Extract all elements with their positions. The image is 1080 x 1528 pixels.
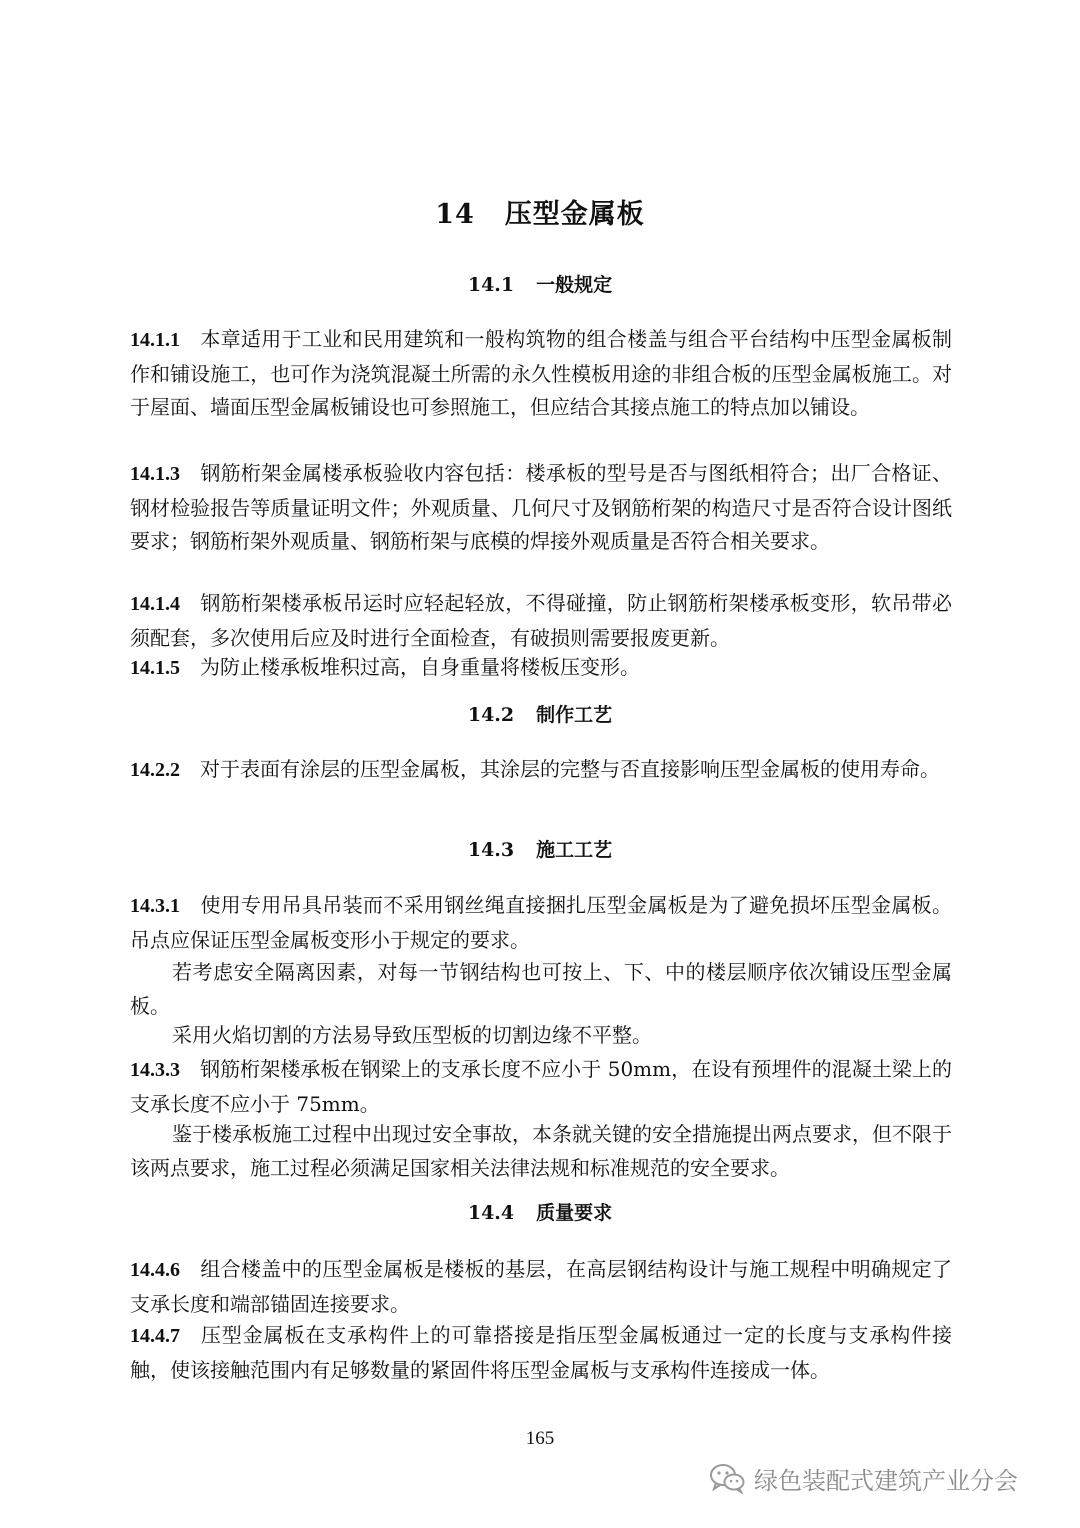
clause-14-3-1-para-3: 采用火焰切割的方法易导致压型板的切割边缘不平整。 <box>172 1023 652 1047</box>
chapter-number: 14 <box>435 199 475 230</box>
clause-14-3-1-para-2: 若考虑安全隔离因素，对每一节钢结构也可按上、下、中的楼层顺序依次铺设压型金属板。 <box>130 960 952 1018</box>
section-title-text: 质量要求 <box>536 1202 613 1224</box>
watermark-text: 绿色装配式建筑产业分会 <box>754 1466 1018 1495</box>
clause-text: 对于表面有涂层的压型金属板，其涂层的完整与否直接影响压型金属板的使用寿命。 <box>200 757 940 781</box>
section-number: 14.2 <box>467 704 515 726</box>
section-number: 14.1 <box>467 274 515 296</box>
clause-number: 14.1.4 <box>130 593 180 615</box>
clause-number: 14.4.6 <box>130 1259 180 1281</box>
section-title-14-1 <box>0 270 1080 297</box>
clause-14-4-7 <box>130 1319 952 1387</box>
section-title-text: 一般规定 <box>536 274 613 296</box>
clause-text: 钢筋桁架金属楼承板验收内容包括：楼承板的型号是否与图纸相符合；出厂合格证、钢材检验报告等质量证明文件；外观质量、几何尺寸及钢筋桁架的构造尺寸是否符合设计图纸要求；钢筋桁架外观质量、钢筋桁架与底模的焊接外观质量是否符合相关要求。 <box>130 461 952 553</box>
section-title-14-2 <box>0 700 1080 727</box>
wechat-icon <box>708 1462 746 1494</box>
clause-text: 本章适用于工业和民用建筑和一般构筑物的组合楼盖与组合平台结构中压型金属板制作和铺设施工，也可作为浇筑混凝土所需的永久性模板用途的非组合板的压型金属板施工。对于屋面、墙面压型金属板铺设也可参照施工，但应结合其接点施工的特点加以铺设。 <box>130 327 952 419</box>
section-title-text: 施工工艺 <box>536 839 613 861</box>
clause-14-2-2 <box>130 753 952 788</box>
clause-number: 14.2.2 <box>130 759 180 781</box>
clause-text: 钢筋桁架楼承板吊运时应轻起轻放，不得碰撞，防止钢筋桁架楼承板变形，软吊带必须配套，多次使用后应及时进行全面检查，有破损则需要报废更新。 <box>130 591 952 650</box>
clause-14-1-1 <box>130 323 952 425</box>
clause-number: 14.1.1 <box>130 329 180 351</box>
clause-14-1-5 <box>130 651 952 686</box>
clause-number: 14.1.5 <box>130 657 180 679</box>
clause-text: 为防止楼承板堆积过高，自身重量将楼板压变形。 <box>200 655 640 679</box>
clause-14-3-3-para-2: 鉴于楼承板施工过程中出现过安全事故，本条就关键的安全措施提出两点要求，但不限于该两点要求，施工过程必须满足国家相关法律法规和标准规范的安全要求。 <box>130 1122 952 1180</box>
clause-text: 钢筋桁架楼承板在钢梁上的支承长度不应小于 50mm，在设有预埋件的混凝土梁上的支承长度不应小于 75mm。 <box>130 1057 952 1116</box>
section-number: 14.4 <box>467 1202 515 1224</box>
chapter-title-text: 压型金属板 <box>504 199 645 230</box>
clause-14-1-4 <box>130 587 952 655</box>
clause-14-1-3 <box>130 457 952 559</box>
clause-text: 组合楼盖中的压型金属板是楼板的基层，在高层钢结构设计与施工规程中明确规定了支承长度和端部锚固连接要求。 <box>130 1257 952 1316</box>
clause-number: 14.1.3 <box>130 463 180 485</box>
section-title-text: 制作工艺 <box>536 704 613 726</box>
watermark <box>708 1460 1018 1496</box>
clause-number: 14.4.7 <box>130 1325 180 1347</box>
section-title-14-4 <box>0 1198 1080 1225</box>
chapter-title <box>0 192 1080 231</box>
clause-text: 压型金属板在支承构件上的可靠搭接是指压型金属板通过一定的长度与支承构件接触，使该接触范围内有足够数量的紧固件将压型金属板与支承构件连接成一体。 <box>130 1323 952 1382</box>
page-number: 165 <box>525 1428 555 1449</box>
clause-14-4-6 <box>130 1253 952 1321</box>
clause-text: 使用专用吊具吊装而不采用钢丝绳直接捆扎压型金属板是为了避免损坏压型金属板。吊点应保证压型金属板变形小于规定的要求。 <box>130 893 952 952</box>
clause-14-3-1 <box>130 889 952 957</box>
section-title-14-3 <box>0 835 1080 862</box>
clause-14-3-3 <box>130 1053 952 1121</box>
clause-number: 14.3.1 <box>130 895 180 917</box>
section-number: 14.3 <box>467 839 515 861</box>
clause-number: 14.3.3 <box>130 1059 180 1081</box>
